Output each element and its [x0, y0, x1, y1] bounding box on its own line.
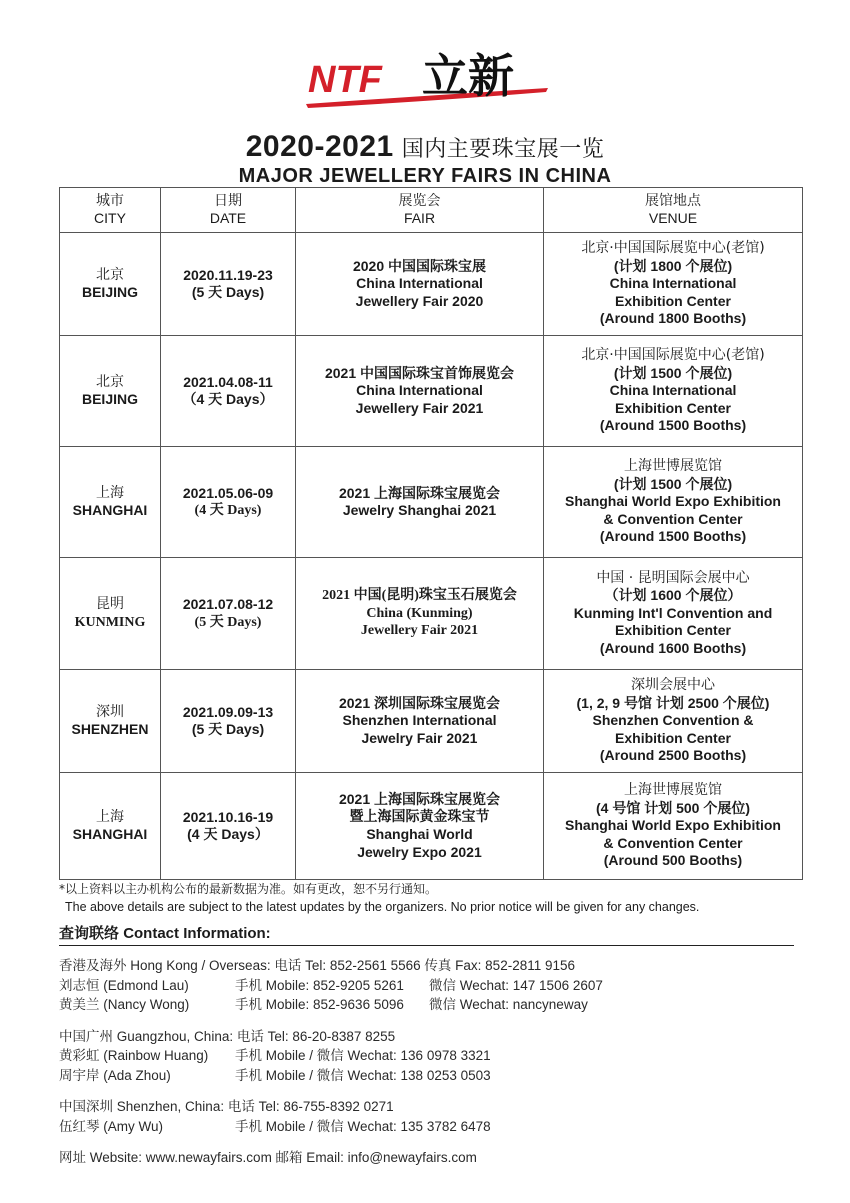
fair-cell: 2021 中国国际珠宝首饰展览会 China International Jewellery Fair 2021	[296, 336, 544, 447]
city-cell: 昆明 KUNMING	[60, 558, 161, 670]
person-wechat: 微信 Wechat: nancyneway	[429, 997, 588, 1012]
table-row	[60, 670, 803, 773]
table-row	[60, 233, 803, 336]
disclaimer	[59, 880, 699, 916]
date-cell: 2020.11.19-23 (5 天 Days)	[161, 233, 296, 336]
venue-cell: 中国 · 昆明国际会展中心 （计划 1600 个展位） Kunming Int'l Convention and Exhibition Center (Around 1600 Booths)	[544, 558, 803, 670]
fairs-table	[59, 187, 803, 880]
person-name: 黄彩虹 (Rainbow Huang)	[59, 1048, 209, 1063]
table-row	[60, 558, 803, 670]
contact-person	[59, 995, 799, 1015]
logo-chinese: 立新	[422, 49, 514, 103]
date-cell: 2021.07.08-12 (5 天 Days)	[161, 558, 296, 670]
title-chinese: 国内主要珠宝展一览	[401, 137, 605, 162]
fair-cell: 2021 上海国际珠宝展览会 暨上海国际黄金珠宝节 Shanghai World Jewelry Expo 2021	[296, 773, 544, 880]
header-city: 城市 CITY	[60, 188, 161, 233]
office-line: 香港及海外 Hong Kong / Overseas: 电话 Tel: 852-2561 5566 传真 Fax: 852-2811 9156	[59, 958, 576, 973]
header-date: 日期 DATE	[161, 188, 296, 233]
contact-group-hong-kong	[59, 956, 799, 1015]
contact-heading-en: Contact Information:	[123, 925, 271, 942]
page-subtitle: MAJOR JEWELLERY FAIRS IN CHINA	[238, 165, 612, 187]
office-line: 中国广州 Guangzhou, China: 电话 Tel: 86-20-8387 8255	[59, 1028, 396, 1044]
contact-person	[59, 1066, 799, 1086]
website-email-line: 网址 Website: www.newayfairs.com 邮箱 Email: info@newayfairs.com	[59, 1150, 477, 1165]
venue-cell: 深圳会展中心 (1, 2, 9 号馆 计划 2500 个展位) Shenzhen Convention & Exhibition Center (Around 2500 Booths)	[544, 670, 803, 773]
contact-person	[59, 1046, 799, 1066]
contact-group-shenzhen	[59, 1097, 799, 1136]
ntf-logo	[300, 42, 560, 122]
contact-group-guangzhou	[59, 1027, 799, 1086]
page-title	[0, 130, 850, 164]
city-cell: 北京 BEIJING	[60, 336, 161, 447]
contact-person	[59, 1117, 799, 1137]
fair-cell: 2021 上海国际珠宝展览会 Jewelry Shanghai 2021	[296, 447, 544, 558]
person-name: 伍红琴 (Amy Wu)	[59, 1118, 163, 1134]
date-cell: 2021.09.09-13 (5 天 Days)	[161, 670, 296, 773]
person-name: 刘志恒 (Edmond Lau)	[59, 977, 189, 993]
person-phone: 手机 Mobile: 852-9205 5261	[235, 977, 404, 993]
person-phone: 手机 Mobile / 微信 Wechat: 138 0253 0503	[235, 1067, 491, 1083]
disclaimer-zh: *以上资料以主办机构公布的最新数据为准。如有更改，恕不另行通知。	[59, 882, 438, 896]
person-phone: 手机 Mobile: 852-9636 5096	[235, 997, 404, 1012]
office-line: 中国深圳 Shenzhen, China: 电话 Tel: 86-755-8392 0271	[59, 1099, 394, 1114]
contact-person	[59, 976, 799, 996]
contact-list	[59, 956, 799, 1168]
venue-cell: 上海世博展览馆 (计划 1500 个展位) Shanghai World Expo Exhibition & Convention Center (Around 1500 Booths)	[544, 447, 803, 558]
city-cell: 上海 SHANGHAI	[60, 773, 161, 880]
logo-latin: NTF	[308, 59, 382, 101]
table-row	[60, 447, 803, 558]
person-phone: 手机 Mobile / 微信 Wechat: 136 0978 3321	[235, 1048, 491, 1063]
contact-heading-zh: 查询联络	[59, 924, 120, 942]
disclaimer-en: The above details are subject to the latest updates by the organizers. No prior notice will be given for any changes.	[65, 900, 700, 914]
venue-cell: 上海世博展览馆 (4 号馆 计划 500 个展位) Shanghai World Expo Exhibition & Convention Center (Around 500 Booths)	[544, 773, 803, 880]
city-cell: 深圳 SHENZHEN	[60, 670, 161, 773]
person-wechat: 微信 Wechat: 147 1506 2607	[429, 977, 603, 993]
contact-heading	[59, 922, 794, 946]
person-name: 周宇岸 (Ada Zhou)	[59, 1067, 171, 1083]
header-fair: 展览会 FAIR	[296, 188, 544, 233]
fair-cell: 2021 深圳国际珠宝展览会 Shenzhen International Jewelry Fair 2021	[296, 670, 544, 773]
venue-cell: 北京·中国国际展览中心(老馆) (计划 1800 个展位) China International Exhibition Center (Around 1800 Booths)	[544, 233, 803, 336]
city-cell: 上海 SHANGHAI	[60, 447, 161, 558]
date-cell: 2021.10.16-19 (4 天 Days）	[161, 773, 296, 880]
date-cell: 2021.04.08-11 （4 天 Days）	[161, 336, 296, 447]
venue-cell: 北京·中国国际展览中心(老馆) (计划 1500 个展位) China International Exhibition Center (Around 1500 Booths)	[544, 336, 803, 447]
ntf-logo-graphic	[300, 42, 560, 122]
table-header-row	[60, 188, 803, 233]
header-venue: 展馆地点 VENUE	[544, 188, 803, 233]
person-phone: 手机 Mobile / 微信 Wechat: 135 3782 6478	[235, 1118, 491, 1134]
date-cell: 2021.05.06-09 (4 天 Days)	[161, 447, 296, 558]
table-row	[60, 773, 803, 880]
person-name: 黄美兰 (Nancy Wong)	[59, 997, 190, 1012]
fair-cell: 2020 中国国际珠宝展 China International Jewellery Fair 2020	[296, 233, 544, 336]
table-row	[60, 336, 803, 447]
title-year: 2020-2021	[245, 130, 394, 163]
city-cell: 北京 BEIJING	[60, 233, 161, 336]
fair-cell: 2021 中国(昆明)珠宝玉石展览会 China (Kunming) Jewellery Fair 2021	[296, 558, 544, 670]
